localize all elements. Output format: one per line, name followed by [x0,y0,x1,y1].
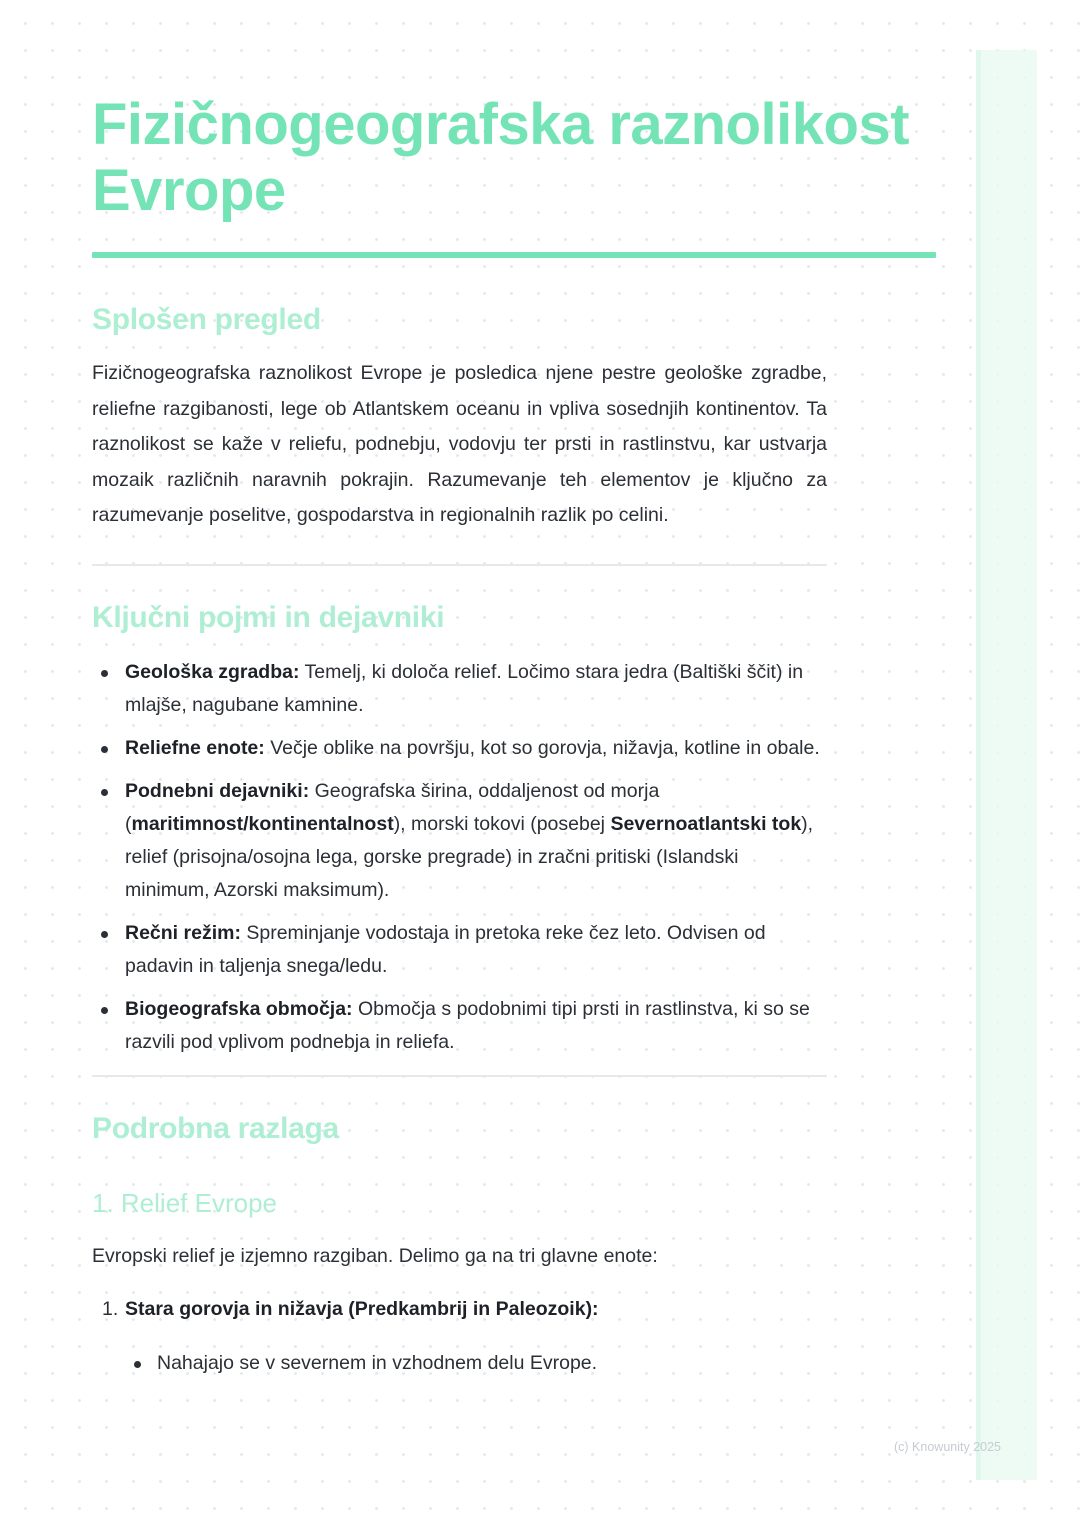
document-page [92,92,938,1378]
title-underline [92,252,936,258]
copyright-footer: (c) Knowunity 2025 [894,1440,1002,1454]
list-item [92,732,827,765]
term-emphasis: maritimnost/kontinentalnost [131,812,394,835]
list-number: 1. [102,1298,119,1320]
list-item [92,656,827,722]
term-text: ), relief (prisojna/osojna lega, gorske pregrade) in zračni pritiski (Islandski minimum, Azorski maksimum). [125,812,814,901]
overview-paragraph: Fizičnogeografska raznolikost Evrope je posledica njene pestre geološke zgradbe, reliefne razgibanosti, lege ob Atlantskem oceanu in vpliva sosednjih kontinentov. Ta raznolikost se kaže v reliefu, podnebju, vodovju ter prsti in rastlinstvu, kar ustvarja mozaik različnih naravnih pokrajin. Razumevanje teh elementov je ključno za razumevanje poselitve, gospodarstva in regionalnih razlik po celini. [92,362,827,526]
relief-intro: Evropski relief je izjemno razgiban. Delimo ga na tri glavne enote: [92,1244,658,1267]
section-heading-details: Podrobna razlaga [92,1111,339,1145]
document-content [92,302,827,1378]
list-item [92,917,827,983]
term-text: ), morski tokovi (posebej [393,812,611,835]
section-heading-overview: Splošen pregled [92,303,321,336]
subsection-heading-relief: 1. Relief Evrope [92,1187,277,1218]
list-item-title: Stara gorovja in nižavja (Predkambrij in Paleozoik): [125,1298,599,1320]
term-text: Geografska širina, oddaljenost od morja ( [125,779,660,835]
section-heading-key-terms: Ključni pojmi in dejavniki [92,600,445,634]
page-title: Fizičnogeografska raznolikost Evrope [92,92,910,223]
term-text: Območja s podobnimi tipi prsti in rastlinstva, ki so se razvili pod vplivom podnebja in reliefa. [125,997,810,1053]
term-text: Temelj, ki določa relief. Ločimo stara jedra (Baltiški ščit) in mlajše, nagubane kamnine. [125,660,804,716]
page-side-strip [976,50,1037,1480]
list-item [92,775,827,907]
term-text: Spreminjanje vodostaja in pretoka reke čez leto. Odvisen od padavin in taljenja snega/ledu. [125,921,766,977]
ordered-list-item [92,1294,827,1324]
section-divider [92,1075,827,1077]
section-divider [92,564,827,566]
term-text: Večje oblike na površju, kot so gorovja, nižavja, kotline in obale. [264,736,820,759]
sub-list-item: Nahajajo se v severnem in vzhodnem delu Evrope. [92,1348,827,1378]
key-terms-list [92,656,827,1059]
term-emphasis: Severnoatlantski tok [610,812,802,835]
list-item [92,993,827,1059]
term-label: Biogeografska območja: [125,997,353,1020]
term-label: Podnebni dejavniki: [125,779,310,802]
term-label: Geološka zgradba: [125,660,300,683]
term-label: Reliefne enote: [125,736,265,759]
term-label: Rečni režim: [125,921,241,944]
